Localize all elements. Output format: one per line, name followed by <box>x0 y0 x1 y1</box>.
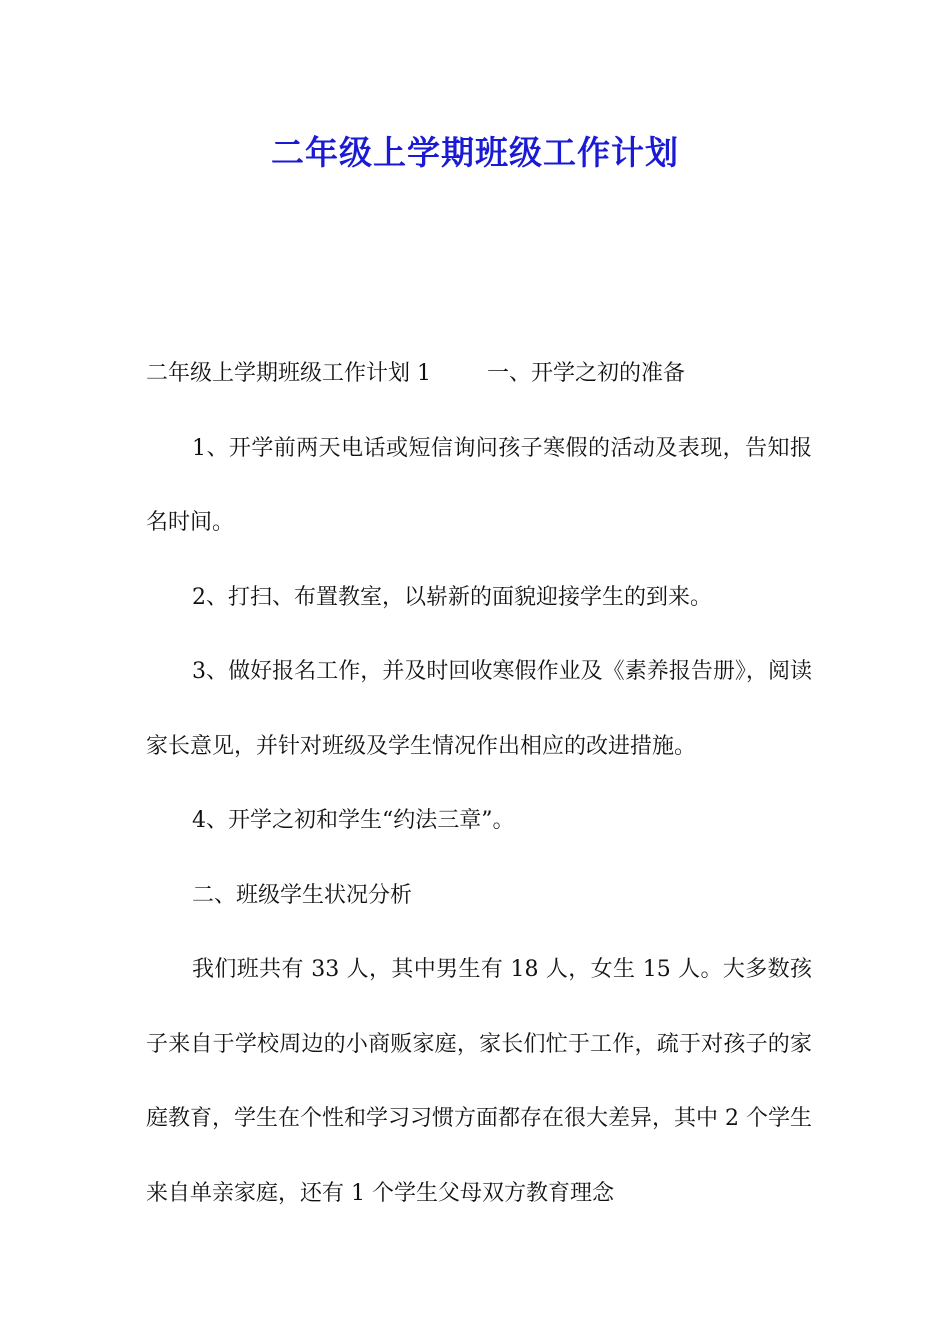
section-heading-preparation: 一、开学之初的准备 <box>487 361 686 386</box>
document-body <box>146 337 812 1231</box>
section-heading-analysis: 二、班级学生状况分析 <box>192 882 413 908</box>
paragraph-item-1: 1、开学前两天电话或短信询问孩子寒假的活动及表现，告知报名时间。 <box>146 435 812 535</box>
paragraph-item-2: 2、打扫、布置教室，以崭新的面貌迎接学生的到来。 <box>192 584 712 610</box>
document-title: 二年级上学期班级工作计划 <box>271 133 679 172</box>
paragraph-class-analysis: 我们班共有 33 人，其中男生有 18 人，女生 15 人。大多数孩子来自于学校周边的小商贩家庭，家长们忙于工作，疏于对孩子的家庭教育，学生在个性和学习习惯方面都存在很大差异，其中 2 个学生来自单亲家庭，还有 1 个学生父母双方教育理念 <box>146 957 812 1206</box>
paragraph-plan-heading <box>146 337 812 412</box>
paragraph-item-3: 3、做好报名工作，并及时回收寒假作业及《素养报告册》，阅读家长意见，并针对班级及学生情况作出相应的改进措施。 <box>146 659 812 759</box>
plan-heading: 二年级上学期班级工作计划 1 <box>146 361 431 386</box>
paragraph-item-4: 4、开学之初和学生“约法三章”。 <box>192 808 515 833</box>
